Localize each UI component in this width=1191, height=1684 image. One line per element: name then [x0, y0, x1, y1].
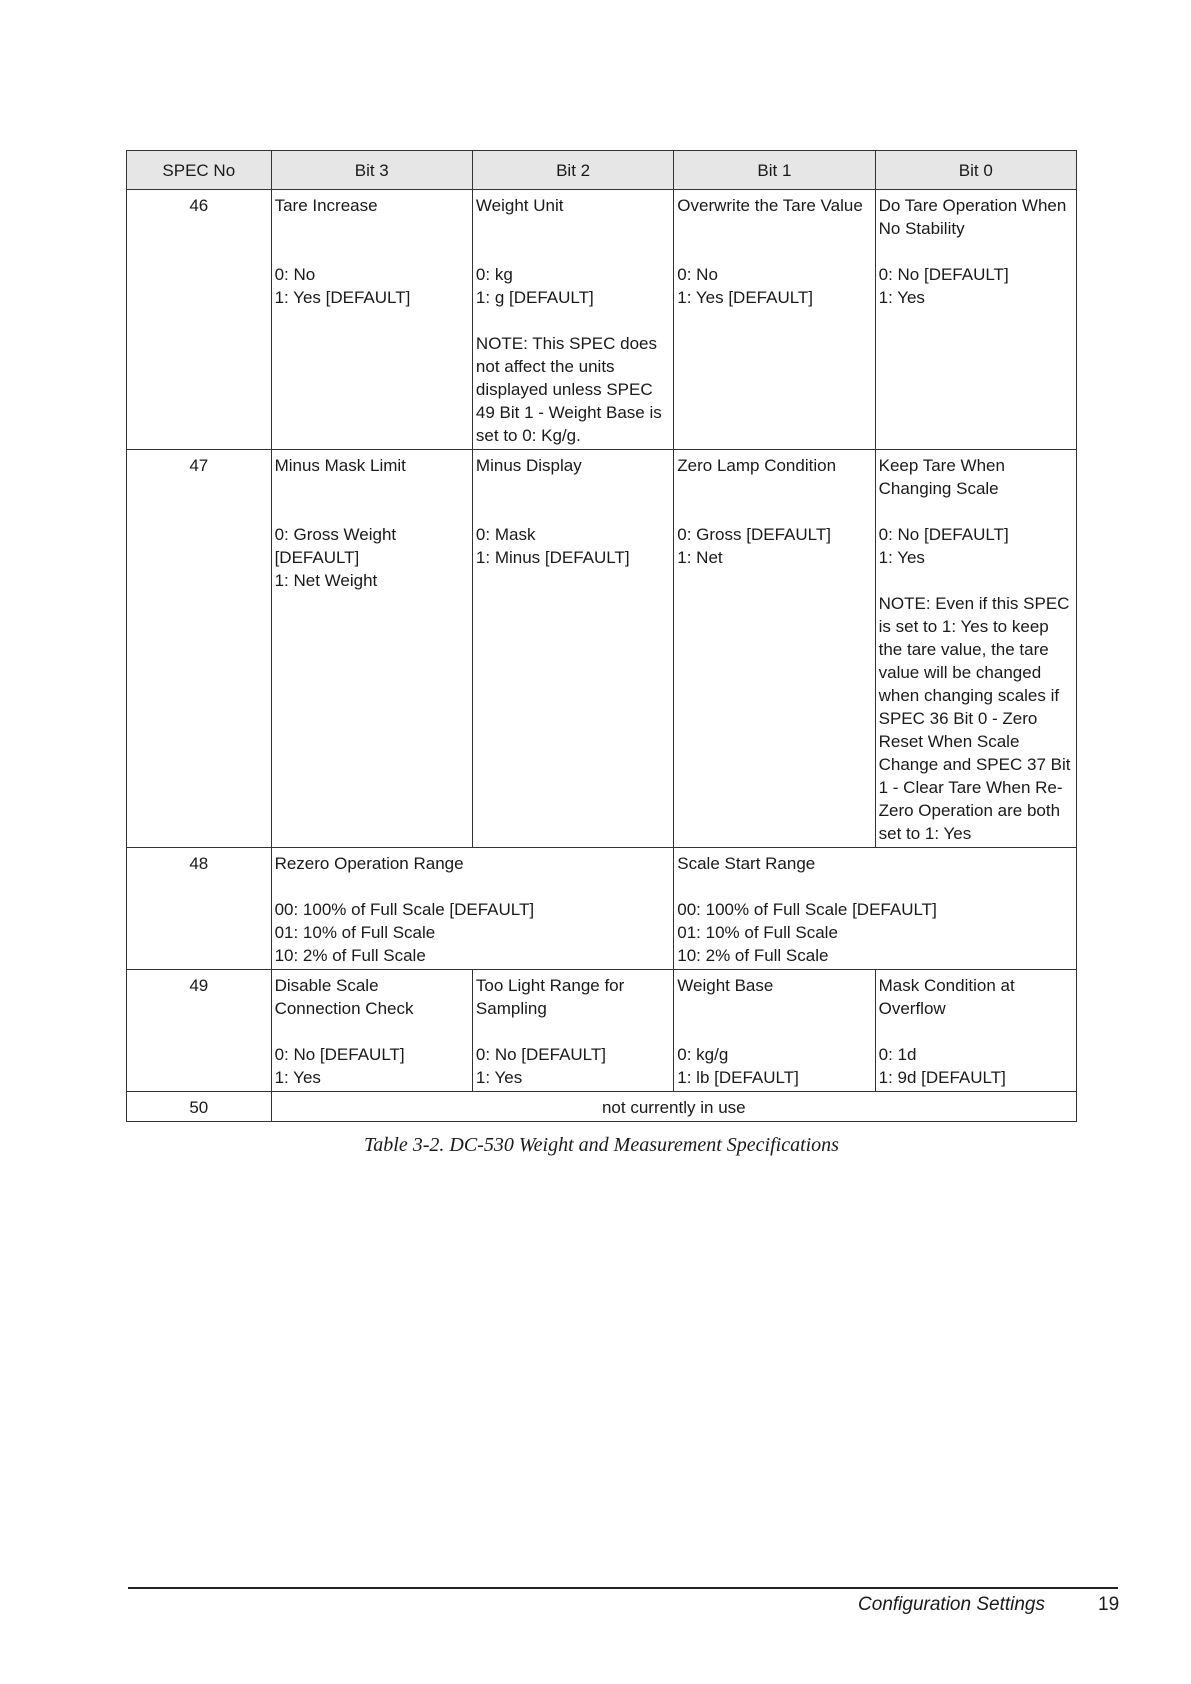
page-number: 19 [1098, 1594, 1120, 1615]
cell-option: 1: 9d [DEFAULT] [878, 1068, 1006, 1087]
table-row [127, 190, 1077, 450]
cell-title: Minus Mask Limit [274, 456, 406, 475]
cell-option: 0: No [274, 265, 316, 284]
table-row [127, 1092, 1077, 1122]
spec-cell [674, 190, 875, 450]
cell-option: 0: kg [475, 265, 513, 284]
cell-title: Weight Base [677, 976, 774, 995]
cell-option: 1: Net Weight [274, 571, 378, 590]
table-row [127, 848, 1077, 970]
spec-table [126, 150, 1077, 1122]
spec-cell [875, 450, 1076, 848]
spec-cell [875, 970, 1076, 1092]
table-header-row [127, 151, 1077, 190]
cell-option: 0: No [DEFAULT] [475, 1045, 606, 1064]
cell-option: 10: 2% of Full Scale [677, 946, 829, 965]
cell-option: 10: 2% of Full Scale [274, 946, 426, 965]
cell-option: 1: Yes [475, 1068, 523, 1087]
not-in-use-cell: not currently in use [271, 1092, 1076, 1122]
spec-number: 46 [127, 190, 272, 450]
cell-title: Scale Start Range [677, 854, 816, 873]
cell-option: 01: 10% of Full Scale [274, 923, 436, 942]
header-spec-no: SPEC No [127, 151, 272, 190]
table-row [127, 450, 1077, 848]
cell-option: 1: Yes [274, 1068, 321, 1087]
cell-title: Weight Unit [475, 196, 564, 215]
table-row [127, 970, 1077, 1092]
cell-note: NOTE: Even if this SPEC is set to 1: Yes to keep the tare value, the tare value will be changed when changing scales if SPEC 36 Bit 0 - Zero Reset When Scale Change and SPEC 37 Bit 1 - Clear Tare When Re-Zero Operation are both set to 1: Yes [878, 594, 1071, 843]
cell-title: Disable Scale Connection Check [274, 976, 414, 1018]
cell-option: 0: No [DEFAULT] [878, 525, 1009, 544]
cell-title: Rezero Operation Range [274, 854, 464, 873]
cell-option: 0: No [DEFAULT] [274, 1045, 405, 1064]
spec-cell [472, 190, 673, 450]
spec-cell-merged [674, 848, 1077, 970]
header-bit-2: Bit 2 [472, 151, 673, 190]
cell-title: Overwrite the Tare Value [677, 196, 863, 215]
spec-cell-merged [271, 848, 674, 970]
spec-cell [674, 450, 875, 848]
cell-title: Keep Tare When Changing Scale [878, 456, 1005, 498]
spec-number: 50 [127, 1092, 272, 1122]
spec-cell [271, 970, 472, 1092]
spec-number: 47 [127, 450, 272, 848]
cell-title: Mask Condition at Overflow [878, 976, 1015, 1018]
cell-option: 0: Gross Weight [DEFAULT] [274, 525, 397, 567]
table-caption: Table 3-2. DC-530 Weight and Measurement Specifications [364, 1134, 839, 1156]
cell-option: 00: 100% of Full Scale [DEFAULT] [274, 900, 535, 919]
cell-option: 0: 1d [878, 1045, 917, 1064]
cell-option: 1: Yes [878, 548, 925, 567]
cell-option: 0: Gross [DEFAULT] [677, 525, 831, 544]
cell-option: 1: Minus [DEFAULT] [475, 548, 630, 567]
header-bit-3: Bit 3 [271, 151, 472, 190]
spec-cell [271, 190, 472, 450]
footer-section-title: Configuration Settings [858, 1594, 1045, 1615]
cell-option: 0: No [DEFAULT] [878, 265, 1009, 284]
cell-title: Minus Display [475, 456, 582, 475]
cell-option: 0: kg/g [677, 1045, 729, 1064]
cell-option: 01: 10% of Full Scale [677, 923, 838, 942]
cell-option: 1: g [DEFAULT] [475, 288, 594, 307]
cell-option: 0: Mask [475, 525, 536, 544]
cell-option: 1: Net [677, 548, 723, 567]
cell-option: 1: Yes [DEFAULT] [274, 288, 411, 307]
cell-option: 00: 100% of Full Scale [DEFAULT] [677, 900, 937, 919]
spec-cell [472, 970, 673, 1092]
cell-option: 1: Yes [878, 288, 925, 307]
spec-cell [674, 970, 875, 1092]
spec-cell [472, 450, 673, 848]
spec-number: 49 [127, 970, 272, 1092]
spec-number: 48 [127, 848, 272, 970]
cell-title: Zero Lamp Condition [677, 456, 837, 475]
header-bit-0: Bit 0 [875, 151, 1076, 190]
spec-cell [875, 190, 1076, 450]
cell-note: NOTE: This SPEC does not affect the units displayed unless SPEC 49 Bit 1 - Weight Base is set to 0: Kg/g. [475, 334, 662, 445]
cell-title: Tare Increase [274, 196, 378, 215]
footer-divider [128, 1587, 1118, 1589]
cell-title: Do Tare Operation When No Stability [878, 196, 1067, 238]
cell-option: 1: lb [DEFAULT] [677, 1068, 799, 1087]
cell-title: Too Light Range for Sampling [475, 976, 625, 1018]
header-bit-1: Bit 1 [674, 151, 875, 190]
cell-option: 0: No [677, 265, 718, 284]
cell-option: 1: Yes [DEFAULT] [677, 288, 814, 307]
spec-cell [271, 450, 472, 848]
